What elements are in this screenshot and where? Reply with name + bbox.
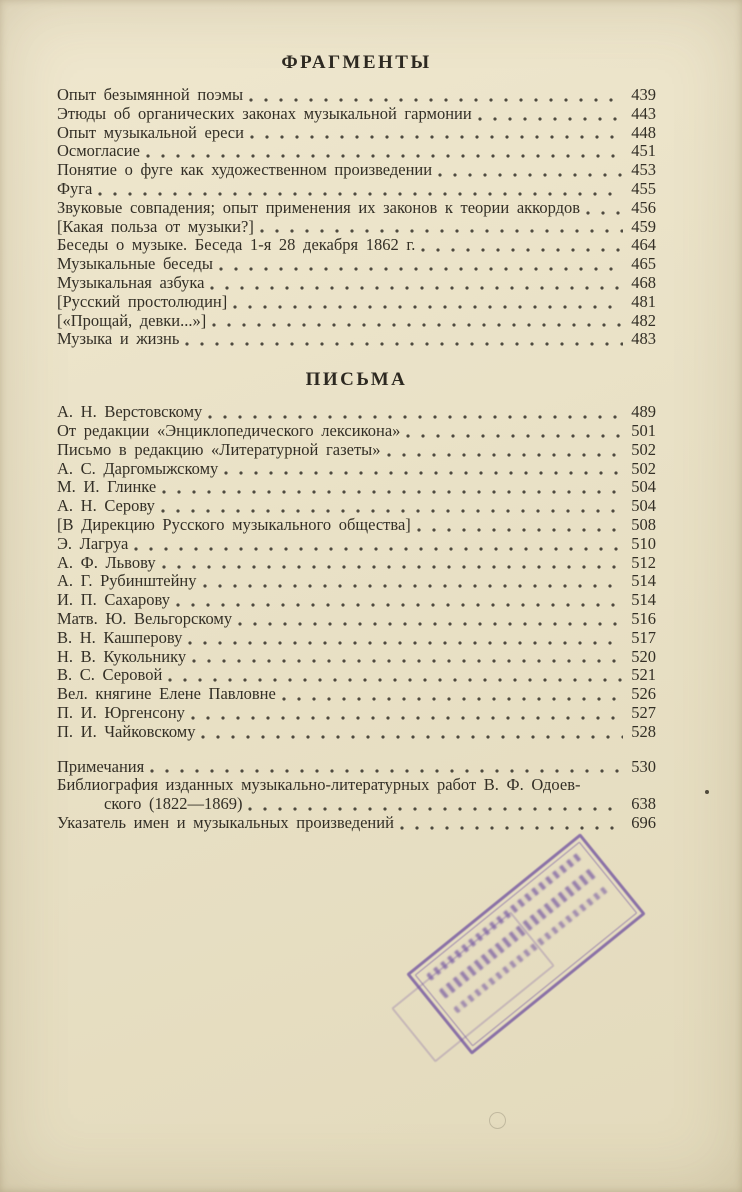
- dot-leader: [133, 540, 623, 553]
- entry-label: И. П. Сахарову: [57, 590, 170, 610]
- toc-entry: [57, 478, 656, 497]
- entry-label: [Какая польза от музыки?]: [57, 216, 254, 236]
- entry-page-number: 448: [631, 122, 656, 142]
- entry-label: От редакции «Энциклопедического лексикона»: [57, 420, 401, 440]
- entry-page-number: 456: [631, 197, 656, 217]
- entry-page-number: 521: [631, 665, 656, 685]
- toc-entry: [57, 441, 656, 460]
- entry-label: В. Н. Кашперову: [57, 627, 183, 647]
- entry-page-number: 514: [631, 590, 656, 610]
- stamp-text-line: [426, 853, 582, 981]
- entry-label: Осмогласие: [57, 141, 140, 161]
- entry-label: А. Н. Верстовскому: [57, 402, 203, 422]
- entry-page-number: 481: [631, 291, 656, 311]
- entry-page-number: 453: [631, 160, 656, 180]
- toc-entry: [57, 86, 656, 105]
- library-stamp-border: [406, 833, 646, 1055]
- toc-entry: [57, 629, 656, 648]
- toc-entry: [57, 758, 656, 777]
- toc-entry: [57, 685, 656, 704]
- entry-label: П. И. Чайковскому: [57, 721, 196, 741]
- dot-leader: [248, 91, 623, 104]
- dot-leader: [190, 709, 623, 722]
- ink-speck: [705, 790, 709, 794]
- entry-label: Н. В. Кукольнику: [57, 646, 187, 666]
- entry-page-number: 483: [631, 329, 656, 349]
- toc-entry: [57, 814, 656, 833]
- entry-label: Музыка и жизнь: [57, 329, 180, 349]
- library-stamp-ghost: [391, 911, 555, 1062]
- dot-leader: [585, 204, 623, 217]
- section-title: ФРАГМЕНТЫ: [281, 52, 432, 73]
- dot-leader: [149, 762, 623, 775]
- dot-leader: [281, 690, 623, 703]
- dot-leader: [187, 634, 623, 647]
- dot-leader: [437, 166, 623, 179]
- entry-page-number: 443: [631, 103, 656, 123]
- entry-page-number: 520: [631, 646, 656, 666]
- entry-page-number: 451: [631, 141, 656, 161]
- entry-page-number: 468: [631, 272, 656, 292]
- dot-leader: [386, 446, 624, 459]
- entry-label: П. И. Юргенсону: [57, 702, 185, 722]
- toc-entry: [57, 330, 656, 349]
- entry-page-number: 638: [631, 794, 656, 814]
- toc-section: [57, 369, 656, 741]
- toc-entry: [57, 274, 656, 293]
- entry-label: А. Ф. Львову: [57, 552, 156, 572]
- entry-page-number: 517: [631, 627, 656, 647]
- entry-list: [57, 86, 656, 349]
- toc-section: [57, 52, 656, 349]
- toc-entry: [57, 161, 656, 180]
- entry-label: Музыкальная азбука: [57, 272, 205, 292]
- toc-entry: [57, 648, 656, 667]
- dot-leader: [237, 615, 623, 628]
- entry-page-number: 502: [631, 458, 656, 478]
- toc-entry: [57, 142, 656, 161]
- entry-label: [Русский простолюдин]: [57, 291, 228, 311]
- toc-entry: [57, 795, 656, 814]
- dot-leader: [184, 335, 623, 348]
- sections-container: [57, 52, 656, 742]
- dot-leader: [247, 800, 623, 813]
- dot-leader: [160, 502, 623, 515]
- entry-label: Примечания: [57, 756, 145, 776]
- toc-entry: [57, 460, 656, 479]
- toc-entry: [57, 666, 656, 685]
- dot-leader: [399, 819, 623, 832]
- entry-page-number: 455: [631, 178, 656, 198]
- dot-leader: [97, 185, 623, 198]
- entry-page-number: 502: [631, 439, 656, 459]
- entry-label: Опыт музыкальной ереси: [57, 122, 244, 142]
- entry-label: Вел. княгине Елене Павловне: [57, 684, 276, 704]
- entry-page-number: 482: [631, 310, 656, 330]
- toc-entry: [57, 105, 656, 124]
- library-stamp: [408, 848, 648, 1038]
- entry-page-number: 696: [631, 812, 656, 832]
- entry-label: А. Н. Серову: [57, 496, 155, 516]
- toc-entry: [57, 776, 656, 795]
- dot-leader: [175, 596, 623, 609]
- toc-entry: [57, 704, 656, 723]
- entry-label: Э. Лагруа: [57, 533, 129, 553]
- table-of-contents: [57, 52, 656, 833]
- entry-page-number: 501: [631, 420, 656, 440]
- dot-leader: [249, 128, 623, 141]
- toc-entry: [57, 554, 656, 573]
- entry-label: А. Г. Рубинштейну: [57, 571, 197, 591]
- entry-label: Опыт безымянной поэмы: [57, 85, 244, 104]
- dot-leader: [223, 464, 623, 477]
- dot-leader: [161, 558, 623, 571]
- toc-entry: [57, 516, 656, 535]
- toc-entry: [57, 572, 656, 591]
- entry-page-number: 528: [631, 721, 656, 741]
- stamp-text-line: [453, 886, 608, 1014]
- entry-page-number: 459: [631, 216, 656, 236]
- dot-leader: [145, 147, 623, 160]
- entry-page-number: 510: [631, 533, 656, 553]
- dot-leader: [191, 652, 623, 665]
- entry-page-number: 527: [631, 702, 656, 722]
- toc-entry: [57, 497, 656, 516]
- section-title: ПИСЬМА: [305, 369, 408, 391]
- entry-label: Звуковые совпадения; опыт применения их законов к теории аккордов: [57, 197, 581, 217]
- entry-page-number: 465: [631, 254, 656, 274]
- entry-label: Матв. Ю. Вельгорскому: [57, 608, 233, 628]
- dot-leader: [200, 728, 623, 741]
- stamp-text-line: [439, 868, 597, 999]
- toc-entry: [57, 403, 656, 422]
- entry-label: Понятие о фуге как художественном произведении: [57, 160, 433, 180]
- entry-label: А. С. Даргомыжскому: [57, 458, 219, 478]
- toc-entry: [57, 199, 656, 218]
- toc-entry: [57, 723, 656, 742]
- entry-label: Библиография изданных музыкально-литературных работ В. Ф. Одоев-: [57, 775, 581, 795]
- dot-leader: [209, 279, 623, 292]
- entry-page-number: 508: [631, 514, 656, 534]
- entry-page-number: 530: [631, 756, 656, 776]
- dot-leader: [167, 671, 623, 684]
- entry-label: Беседы о музыке. Беседа 1-я 28 декабря 1862 г.: [57, 235, 416, 255]
- toc-entry: [57, 293, 656, 312]
- dot-leader: [202, 577, 623, 590]
- entry-label: ского (1822—1869): [104, 794, 243, 814]
- entry-list: [57, 403, 656, 741]
- toc-entry: [57, 312, 656, 331]
- entry-label: [В Дирекцию Русского музыкального общества]: [57, 514, 411, 534]
- entry-page-number: 512: [631, 552, 656, 572]
- toc-entry: [57, 124, 656, 143]
- entry-label: Указатель имен и музыкальных произведений: [57, 812, 394, 832]
- toc-entry: [57, 180, 656, 199]
- toc-entry: [57, 422, 656, 441]
- entry-page-number: 526: [631, 684, 656, 704]
- toc-entry: [57, 236, 656, 255]
- backmatter-container: [57, 758, 656, 833]
- entry-page-number: 516: [631, 608, 656, 628]
- dot-leader: [161, 483, 623, 496]
- toc-entry: [57, 591, 656, 610]
- entry-page-number: 504: [631, 496, 656, 516]
- dot-leader: [211, 316, 623, 329]
- entry-page-number: 489: [631, 402, 656, 422]
- toc-entry: [57, 610, 656, 629]
- entry-label: Фуга: [57, 178, 93, 198]
- dot-leader: [477, 110, 623, 123]
- dot-leader: [207, 408, 623, 421]
- entry-label: Этюды об органических законах музыкальной гармонии: [57, 103, 472, 123]
- entry-page-number: 464: [631, 235, 656, 255]
- dot-leader: [420, 241, 623, 254]
- dot-leader: [259, 222, 623, 235]
- entry-page-number: 504: [631, 477, 656, 497]
- toc-entry: [57, 255, 656, 274]
- entry-label: М. И. Глинке: [57, 477, 157, 497]
- entry-page-number: 439: [631, 85, 656, 104]
- dot-leader: [416, 521, 623, 534]
- page-signature-mark: [489, 1112, 506, 1129]
- dot-leader: [218, 260, 623, 273]
- entry-page-number: 514: [631, 571, 656, 591]
- toc-entry: [57, 535, 656, 554]
- dot-leader: [405, 427, 623, 440]
- entry-label: [«Прощай, девки...»]: [57, 310, 207, 330]
- entry-label: В. С. Серовой: [57, 665, 163, 685]
- entry-label: Музыкальные беседы: [57, 254, 213, 274]
- toc-entry: [57, 218, 656, 237]
- entry-label: Письмо в редакцию «Литературной газеты»: [57, 439, 381, 459]
- dot-leader: [232, 298, 623, 311]
